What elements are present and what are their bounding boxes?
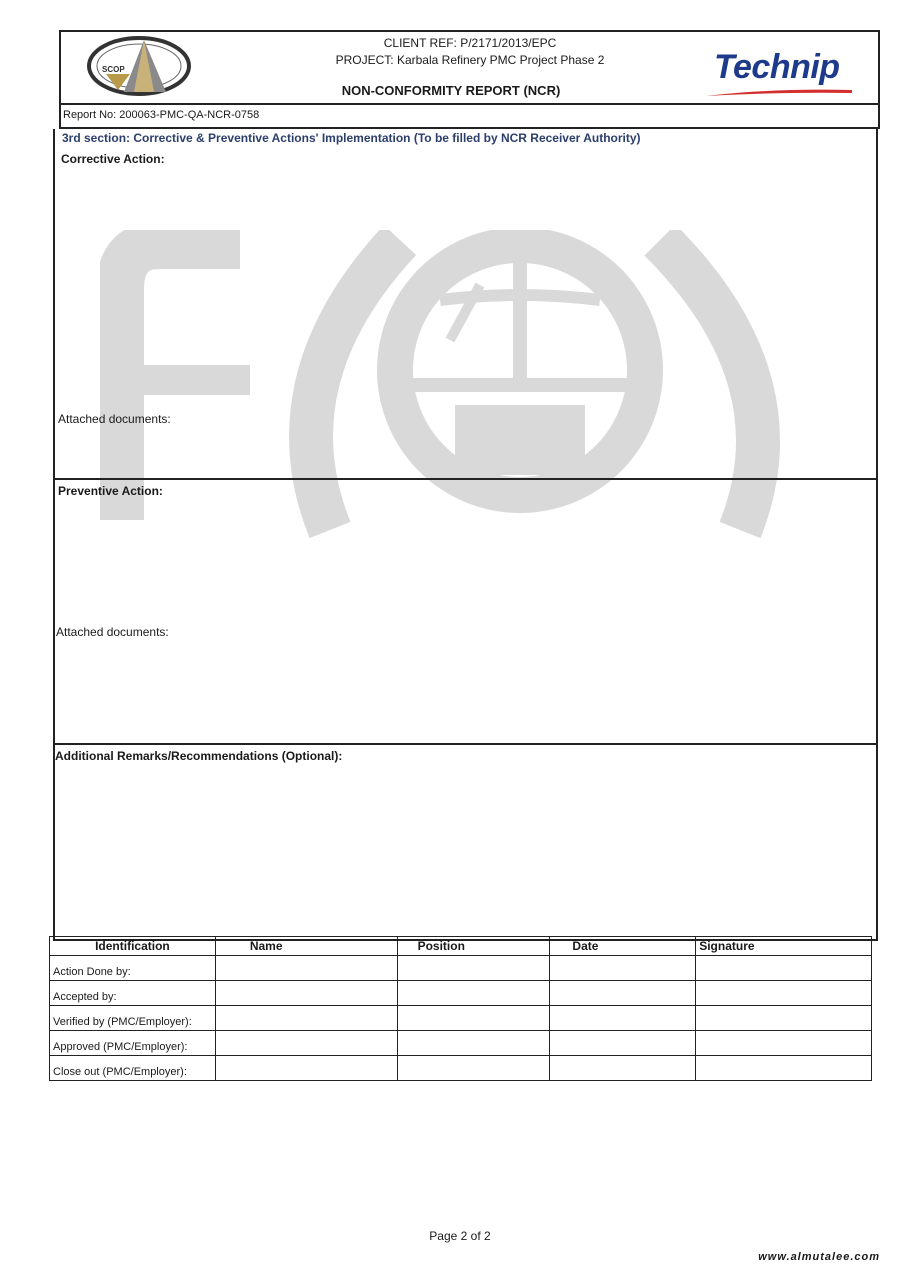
signature-cell[interactable] <box>696 1056 872 1081</box>
table-row <box>50 1031 872 1056</box>
position-cell[interactable] <box>397 1006 550 1031</box>
client-ref: CLIENT REF: P/2171/2013/EPC <box>383 36 557 50</box>
signature-table <box>49 936 872 1081</box>
signature-cell[interactable] <box>696 1006 872 1031</box>
name-cell[interactable] <box>215 956 397 981</box>
divider-preventive-remarks <box>55 743 876 745</box>
table-row <box>50 1056 872 1081</box>
position-cell[interactable] <box>397 1056 550 1081</box>
section-title: 3rd section: Corrective & Preventive Actions' Implementation (To be filled by NCR Receiver Authority) <box>62 131 641 145</box>
name-cell[interactable] <box>215 1006 397 1031</box>
technip-logo-text: Technip <box>714 48 840 86</box>
signature-cell[interactable] <box>696 1031 872 1056</box>
additional-remarks-label: Additional Remarks/Recommendations (Optional): <box>55 749 343 763</box>
row-label: Action Done by: <box>50 956 216 981</box>
signature-cell[interactable] <box>696 981 872 1006</box>
table-row <box>50 956 872 981</box>
technip-swoosh-icon <box>704 86 854 98</box>
position-cell[interactable] <box>397 981 550 1006</box>
table-row <box>50 1006 872 1031</box>
column-header-position: Position <box>397 937 550 956</box>
position-cell[interactable] <box>397 1031 550 1056</box>
row-label: Approved (PMC/Employer): <box>50 1031 216 1056</box>
scop-logo-text: SCOP <box>102 65 125 74</box>
document-title: NON-CONFORMITY REPORT (NCR) <box>341 83 561 98</box>
name-cell[interactable] <box>215 981 397 1006</box>
preventive-action-label: Preventive Action: <box>58 484 163 498</box>
page-number: Page 2 of 2 <box>429 1229 491 1243</box>
column-header-name: Name <box>215 937 397 956</box>
attached-documents-label-corrective: Attached documents: <box>58 412 171 426</box>
row-label: Verified by (PMC/Employer): <box>50 1006 216 1031</box>
row-label: Accepted by: <box>50 981 216 1006</box>
date-cell[interactable] <box>550 1056 696 1081</box>
website-watermark[interactable]: www.almutalee.com <box>758 1251 880 1263</box>
table-row <box>50 981 872 1006</box>
scop-logo <box>84 34 194 98</box>
form-main-box <box>53 129 878 941</box>
date-cell[interactable] <box>550 1006 696 1031</box>
report-number: Report No: 200063-PMC-QA-NCR-0758 <box>63 109 260 121</box>
table-header-row <box>50 937 872 956</box>
column-header-signature: Signature <box>696 937 872 956</box>
row-label: Close out (PMC/Employer): <box>50 1056 216 1081</box>
column-header-identification: Identification <box>50 937 216 956</box>
divider-corrective-preventive <box>55 478 876 480</box>
position-cell[interactable] <box>397 956 550 981</box>
corrective-action-label: Corrective Action: <box>61 152 165 166</box>
name-cell[interactable] <box>215 1031 397 1056</box>
technip-logo <box>704 48 854 100</box>
attached-documents-label-preventive: Attached documents: <box>56 625 169 639</box>
date-cell[interactable] <box>550 1031 696 1056</box>
date-cell[interactable] <box>550 956 696 981</box>
name-cell[interactable] <box>215 1056 397 1081</box>
column-header-date: Date <box>550 937 696 956</box>
project-name: PROJECT: Karbala Refinery PMC Project Phase 2 <box>335 53 605 67</box>
date-cell[interactable] <box>550 981 696 1006</box>
signature-cell[interactable] <box>696 956 872 981</box>
